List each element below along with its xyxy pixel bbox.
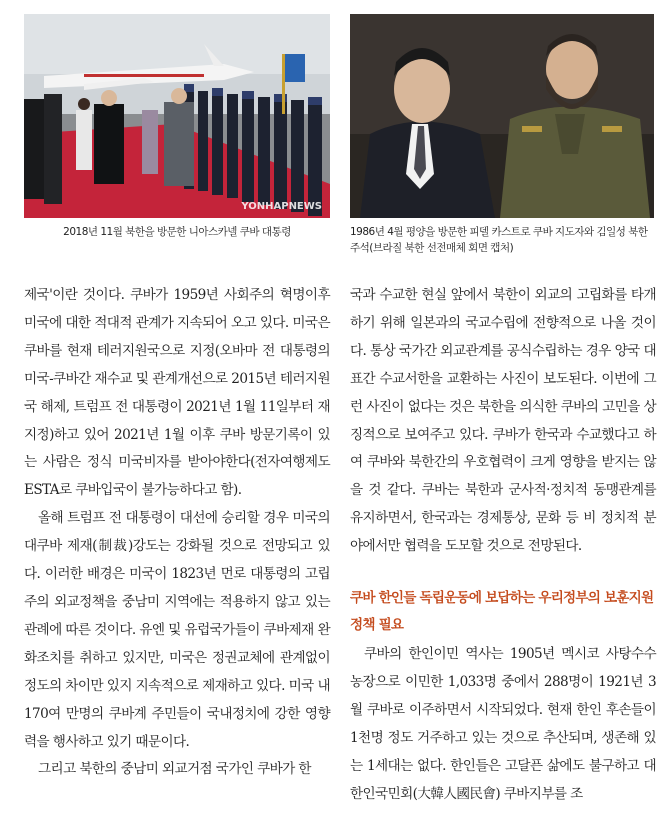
photo-castro-kim — [350, 14, 654, 218]
leaders-photo — [350, 14, 654, 218]
body-paragraph: 국과 수교한 현실 앞에서 북한이 외교의 고립화를 타개하기 위해 일본과의 국교수립에 전향적으로 나올 것이다. 통상 국가간 외교관계를 공식수립하는 경우 양국 대표간 수교서한을 교환하는 사진이 보도된다. 이번에 그런 사진이 없다는 것은 북한을 의식한 쿠바의 고민을 상징적으로 보여주고 있다. 쿠바가 한국과 수교했다고 하여 쿠바와 북한간의 우호협력이 크게 영향을 받지는 않을 것 같다. 쿠바는 북한과 군사적·정치적 동맹관계를 유지하면서, 한국과는 경제통상, 문화 등 비 정치적 분야에서만 협력을 도모할 것으로 전망된다. — [350, 287, 656, 555]
honor-guard-photo — [24, 14, 330, 218]
caption-left: 2018년 11월 북한을 방문한 니아스카넬 쿠바 대통령 — [63, 226, 291, 238]
photo-cuban-president-visit — [24, 14, 330, 218]
article-column-left — [24, 282, 330, 784]
body-paragraph: 올해 트럼프 전 대통령이 대선에 승리할 경우 미국의 대쿠바 제재(制裁)강도는 강화될 것으로 전망되고 있다. 이러한 배경은 미국이 1823년 먼로 대통령의 고립주의 외교정책을 중남미 지역에는 적용하지 않고 있는 관례에 따른 것이다. 유엔 및 유럽국가들이 쿠바제재 완화조치를 취하고 있지만, 미국은 정권교체에 관계없이 정도의 차이만 있지 지속적으로 제재하고 있다. 미국 내 170여 만명의 쿠바계 주민들이 국내정치에 강한 영향력을 행사하고 있기 때문이다. — [24, 510, 330, 750]
body-paragraph: 쿠바의 한인이민 역사는 1905년 멕시코 사탕수수 농장으로 이민한 1,033명 중에서 288명이 1921년 3월 쿠바로 이주하면서 시작되었다. 현재 한인 후손들이 1천명 정도 거주하고 있는 것으로 추산되며, 생존해 있는 1세대는 없다. 한인들은 고달픈 삶에도 불구하고 대한인국민회(大韓人國民會) 쿠바지부를 조 — [350, 646, 656, 802]
yonhap-watermark: YONHAPNEWS — [241, 201, 322, 212]
body-paragraph: 그리고 북한의 중남미 외교거점 국가인 쿠바가 한 — [38, 761, 311, 778]
article-column-right — [350, 282, 656, 809]
caption-right: 1986년 4월 평양을 방문한 피델 카스트로 쿠바 지도자와 김일성 북한 주석(브라질 북한 선전매체 회면 캡처) — [350, 226, 648, 254]
body-paragraph: 제국'이란 것이다. 쿠바가 1959년 사회주의 혁명이후 미국에 대한 적대적 관계가 지속되어 오고 있다. 미국은 쿠바를 현재 테러지원국으로 지정(오바마 전 대통령의 미국-쿠바간 재수교 및 관계개선으로 2015년 테러지원국 해제, 트럼프 전 대통령이 2021년 1월 11일부터 재지정)하고 있어 2021년 1월 이후 쿠바 방문기록이 있는 사람은 정식 미국비자를 받아야한다(전자여행제도 ESTA로 쿠바입국이 불가능하다고 함). — [24, 287, 330, 499]
section-heading: 쿠바 한인들 독립운동에 보답하는 우리정부의 보훈지원정책 필요 — [350, 590, 654, 634]
